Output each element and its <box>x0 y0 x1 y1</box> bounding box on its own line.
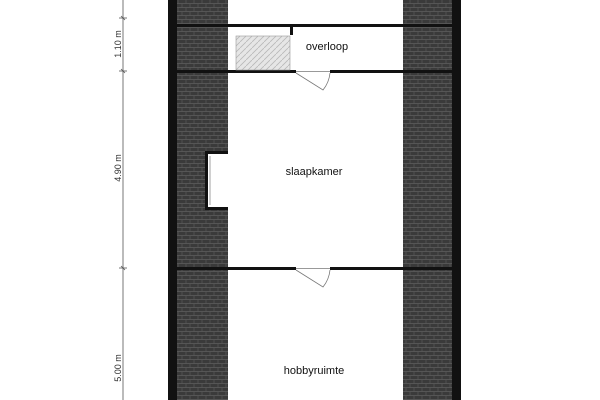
dimension-label-middle: 4.90 m <box>113 154 123 182</box>
door-slaapkamer <box>296 70 330 90</box>
room-label-slaapkamer: slaapkamer <box>285 166 343 178</box>
room-label-overloop: overloop <box>305 41 349 53</box>
dimension-label-bottom: 5.00 m <box>113 354 123 382</box>
dimension-label-top: 1.10 m <box>113 30 123 58</box>
room-label-hobbyruimte: hobbyruimte <box>283 365 345 377</box>
dimension-line <box>119 0 127 400</box>
stair-post <box>290 27 293 35</box>
wall-top <box>177 24 452 27</box>
dormer-window <box>205 151 228 210</box>
roof-tiles-right <box>403 0 452 400</box>
stair <box>236 36 290 70</box>
door-hobbyruimte <box>296 267 330 287</box>
outer-wall-left <box>168 0 177 400</box>
outer-wall-right <box>452 0 461 400</box>
roof-tiles-left-bottom <box>177 210 228 400</box>
